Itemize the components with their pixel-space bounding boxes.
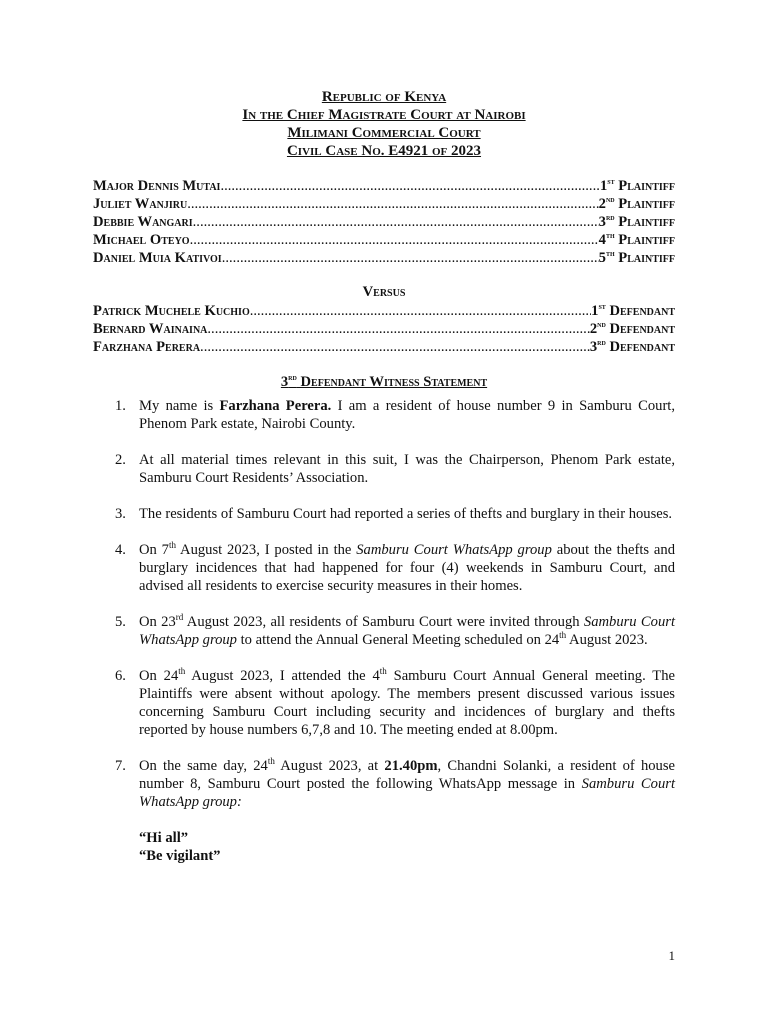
party-row bbox=[93, 249, 675, 267]
leader-dots bbox=[250, 302, 591, 320]
paragraph-4: 4. On 7th August 2023, I posted in the Samburu Court WhatsApp group about the thefts and burglary incidences that had happened for four (4) weekends in Samburu Court, and advised all residents to exercise security measures in their homes. bbox=[115, 540, 675, 594]
leader-dots bbox=[200, 338, 590, 356]
quoted-message bbox=[93, 829, 675, 865]
versus-heading: Versus bbox=[362, 284, 406, 300]
leader-dots bbox=[190, 231, 599, 249]
leader-dots bbox=[207, 320, 589, 338]
paragraph-number: 1. bbox=[115, 398, 126, 414]
party-row bbox=[93, 302, 675, 320]
paragraph-7: 7. On the same day, 24th August 2023, at 21.40pm, Chandni Solanki, a resident of house number 8, Samburu Court posted the following WhatsApp message in Samburu Court WhatsApp group: bbox=[115, 756, 675, 810]
statement-paragraphs bbox=[93, 397, 675, 811]
paragraph-6: 6. On 24th August 2023, I attended the 4th Samburu Court Annual General meeting. The Plaintiffs were absent without apology. The members present discussed various issues concerning Samburu Court including security and incidences of burglary and thefts reported by house numbers 6,7,8 and 10. The meeting ended at 8.00pm. bbox=[115, 666, 675, 738]
page-number: 1 bbox=[668, 948, 675, 963]
document-page bbox=[93, 88, 675, 865]
party-row bbox=[93, 213, 675, 231]
party-role: 2nd Plaintiff bbox=[598, 194, 675, 212]
plaintiffs-list bbox=[93, 177, 675, 267]
party-row bbox=[93, 338, 675, 356]
paragraph-number: 2. bbox=[115, 452, 126, 468]
leader-dots bbox=[222, 249, 599, 267]
paragraph-2: 2. At all material times relevant in this suit, I was the Chairperson, Phenom Park estate, Samburu Court Residents’ Association. bbox=[115, 452, 675, 486]
party-role: 1st Defendant bbox=[591, 301, 675, 319]
party-role: 5th Plaintiff bbox=[598, 248, 675, 266]
party-role: 3rd Plaintiff bbox=[598, 212, 675, 230]
quote-line: “Be vigilant” bbox=[139, 848, 221, 864]
paragraph-number: 4. bbox=[115, 542, 126, 558]
paragraph-number: 6. bbox=[115, 668, 126, 684]
header-case-number: Civil Case No. E4921 of 2023 bbox=[286, 143, 482, 159]
party-name: Bernard Wainaina bbox=[93, 321, 208, 337]
paragraph-1: 1. My name is Farzhana Perera. I am a resident of house number 9 in Samburu Court, Phenom Park estate, Nairobi County. bbox=[115, 398, 676, 432]
leader-dots bbox=[220, 177, 600, 195]
party-name: Michael Oteyo bbox=[93, 232, 190, 248]
party-role: 1st Plaintiff bbox=[600, 176, 675, 194]
header-court: In the Chief Magistrate Court at Nairobi bbox=[242, 107, 526, 123]
leader-dots bbox=[187, 195, 598, 213]
party-name: Daniel Muia Kativoi bbox=[93, 250, 222, 266]
party-name: Farzhana Perera bbox=[93, 339, 201, 355]
party-role: 4th Plaintiff bbox=[598, 230, 675, 248]
party-role: 2nd Defendant bbox=[589, 319, 675, 337]
paragraph-number: 3. bbox=[115, 506, 126, 522]
leader-dots bbox=[193, 213, 599, 231]
case-header bbox=[93, 88, 675, 160]
paragraph-3: 3. The residents of Samburu Court had reported a series of thefts and burglary in their houses. bbox=[115, 506, 673, 522]
paragraph-number: 7. bbox=[115, 758, 126, 774]
party-name: Major Dennis Mutai bbox=[93, 178, 221, 194]
paragraph-number: 5. bbox=[115, 614, 126, 630]
paragraph-5: 5. On 23rd August 2023, all residents of Samburu Court were invited through Samburu Court WhatsApp group to attend the Annual General Meeting scheduled on 24th August 2023. bbox=[115, 612, 675, 648]
party-row bbox=[93, 231, 675, 249]
party-name: Debbie Wangari bbox=[93, 214, 193, 230]
party-row bbox=[93, 320, 675, 338]
party-role: 3rd Defendant bbox=[589, 337, 675, 355]
header-division: Milimani Commercial Court bbox=[287, 125, 481, 141]
header-republic: Republic of Kenya bbox=[321, 89, 447, 105]
party-row bbox=[93, 195, 675, 213]
party-name: Juliet Wanjiru bbox=[93, 196, 188, 212]
party-row bbox=[93, 177, 675, 195]
statement-title: 3rd Defendant Witness Statement bbox=[280, 372, 488, 390]
defendants-list bbox=[93, 302, 675, 356]
quote-line: “Hi all” bbox=[139, 830, 189, 846]
party-name: Patrick Muchele Kuchio bbox=[93, 303, 250, 319]
